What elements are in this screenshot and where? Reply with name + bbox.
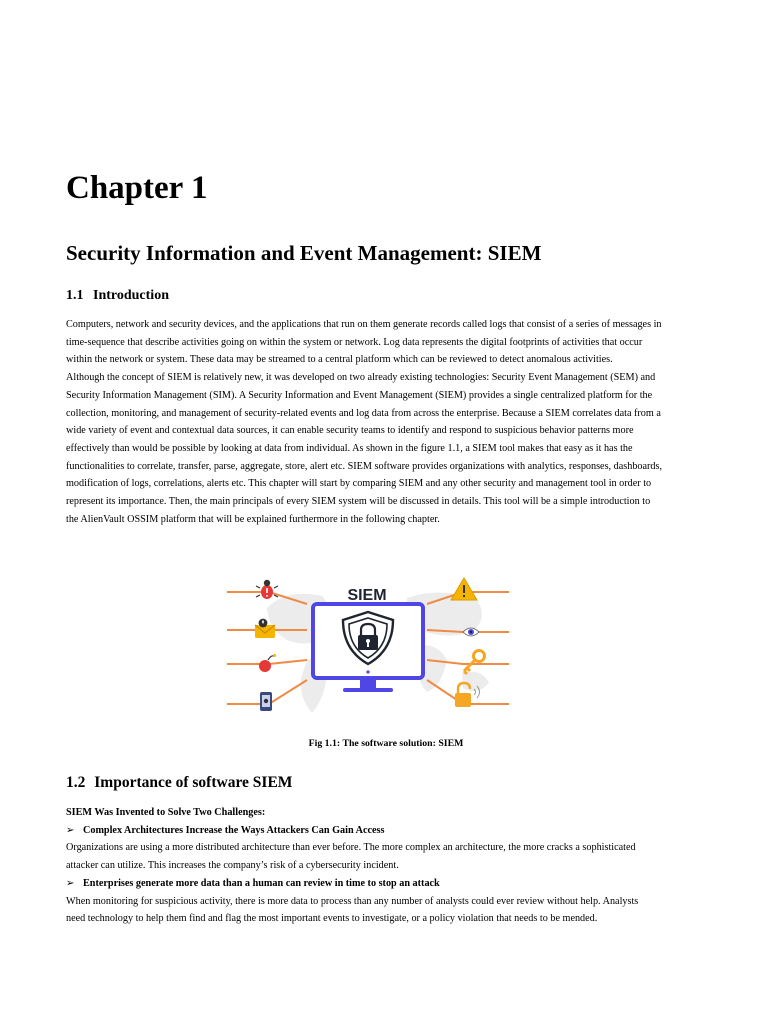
bullet-item — [66, 875, 706, 893]
text-line: the AlienVault OSSIM platform that will be explained furthermore in the following chapter. — [66, 513, 440, 525]
text-line: Computers, network and security devices, and the applications that run on them generate records called logs that consist of a series of messages in — [66, 319, 662, 330]
text-line: time-sequence that describe activities going on within the system or network. Log data represents the digital footprints of activities that occur — [66, 336, 643, 348]
text-line: represent its importance. Then, the main principals of every SIEM system will be discussed in details. This tool will be a simple introduction to — [66, 496, 651, 508]
text-line: attacker can utilize. This increases the company’s risk of a cybersecurity incident. — [66, 860, 399, 872]
key-icon — [464, 651, 485, 675]
text-line: When monitoring for suspicious activity, there is more data to process than any number of analysts could ever review without help. Analysts — [66, 895, 639, 907]
bullet-item — [66, 822, 706, 840]
siem-illustration — [227, 568, 509, 722]
arrow-bullet-icon: ➢ — [66, 877, 75, 889]
text-line: effectively than would be possible by looking at data from individual. As shown in the figure 1.1, a SIEM tool makes that easy as it has the — [66, 442, 633, 454]
arrow-bullet-icon: ➢ — [66, 824, 75, 836]
text-line: modification of logs, correlations, alerts etc. This chapter will start by comparing SIEM and any other security and management tool in order to — [66, 478, 652, 490]
bullet-title: Complex Architectures Increase the Ways Attackers Can Gain Access — [83, 824, 385, 836]
text-line: Although the concept of SIEM is relatively new, it was developed on two already existing technologies: Security Event Management (SEM) and — [66, 372, 656, 384]
bug-icon — [256, 580, 278, 599]
section-number: 1.2 — [66, 774, 86, 791]
siem-figure — [227, 568, 509, 722]
text-line: need technology to help them find and flag the most important events to investigate, or a policy violation that needs to be mended. — [66, 913, 598, 925]
section-heading-importance — [66, 772, 292, 794]
text-line: wide variety of event and contextual data sources, it can enable security teams to identify and respond to suspicious behavior patterns more — [66, 425, 634, 437]
figure-caption: Fig 1.1: The software solution: SIEM — [308, 738, 464, 749]
bullet-title: Enterprises generate more data than a human can review in time to stop an attack — [83, 877, 440, 889]
text-line: Organizations are using a more distributed architecture than ever before. The more complex an architecture, the more cracks a sophisticated — [66, 842, 636, 854]
text-line: functionalities to correlate, transfer, parse, aggregate, store, alert etc. SIEM software provides organizations with analytics, responses, dashboards, — [66, 460, 663, 472]
text-line: Security Information Management (SIM). A Security Information and Event Management (SIEM) provides a single centralized platform for the — [66, 389, 653, 401]
siem-label: SIEM — [347, 587, 387, 604]
text-line: collection, monitoring, and management of security-related events and log data from across the enterprise. Because a SIEM correlates data from a — [66, 407, 661, 419]
section-title: Introduction — [93, 288, 169, 303]
section-heading-introduction — [66, 286, 169, 306]
challenges-heading: SIEM Was Invented to Solve Two Challenges: — [66, 807, 266, 818]
challenges-section — [66, 804, 706, 928]
section-title: Importance of software SIEM — [94, 774, 293, 791]
chapter-title: Chapter 1 — [66, 170, 208, 206]
document-title: Security Information and Event Management: SIEM — [66, 241, 542, 265]
section-number: 1.1 — [66, 288, 84, 303]
introduction-text — [66, 316, 706, 528]
warning-icon — [451, 578, 477, 600]
phone-icon — [260, 692, 272, 711]
text-line: within the network or system. These data may be streamed to a central platform which can be reviewed to detect anomalous activities. — [66, 354, 613, 366]
